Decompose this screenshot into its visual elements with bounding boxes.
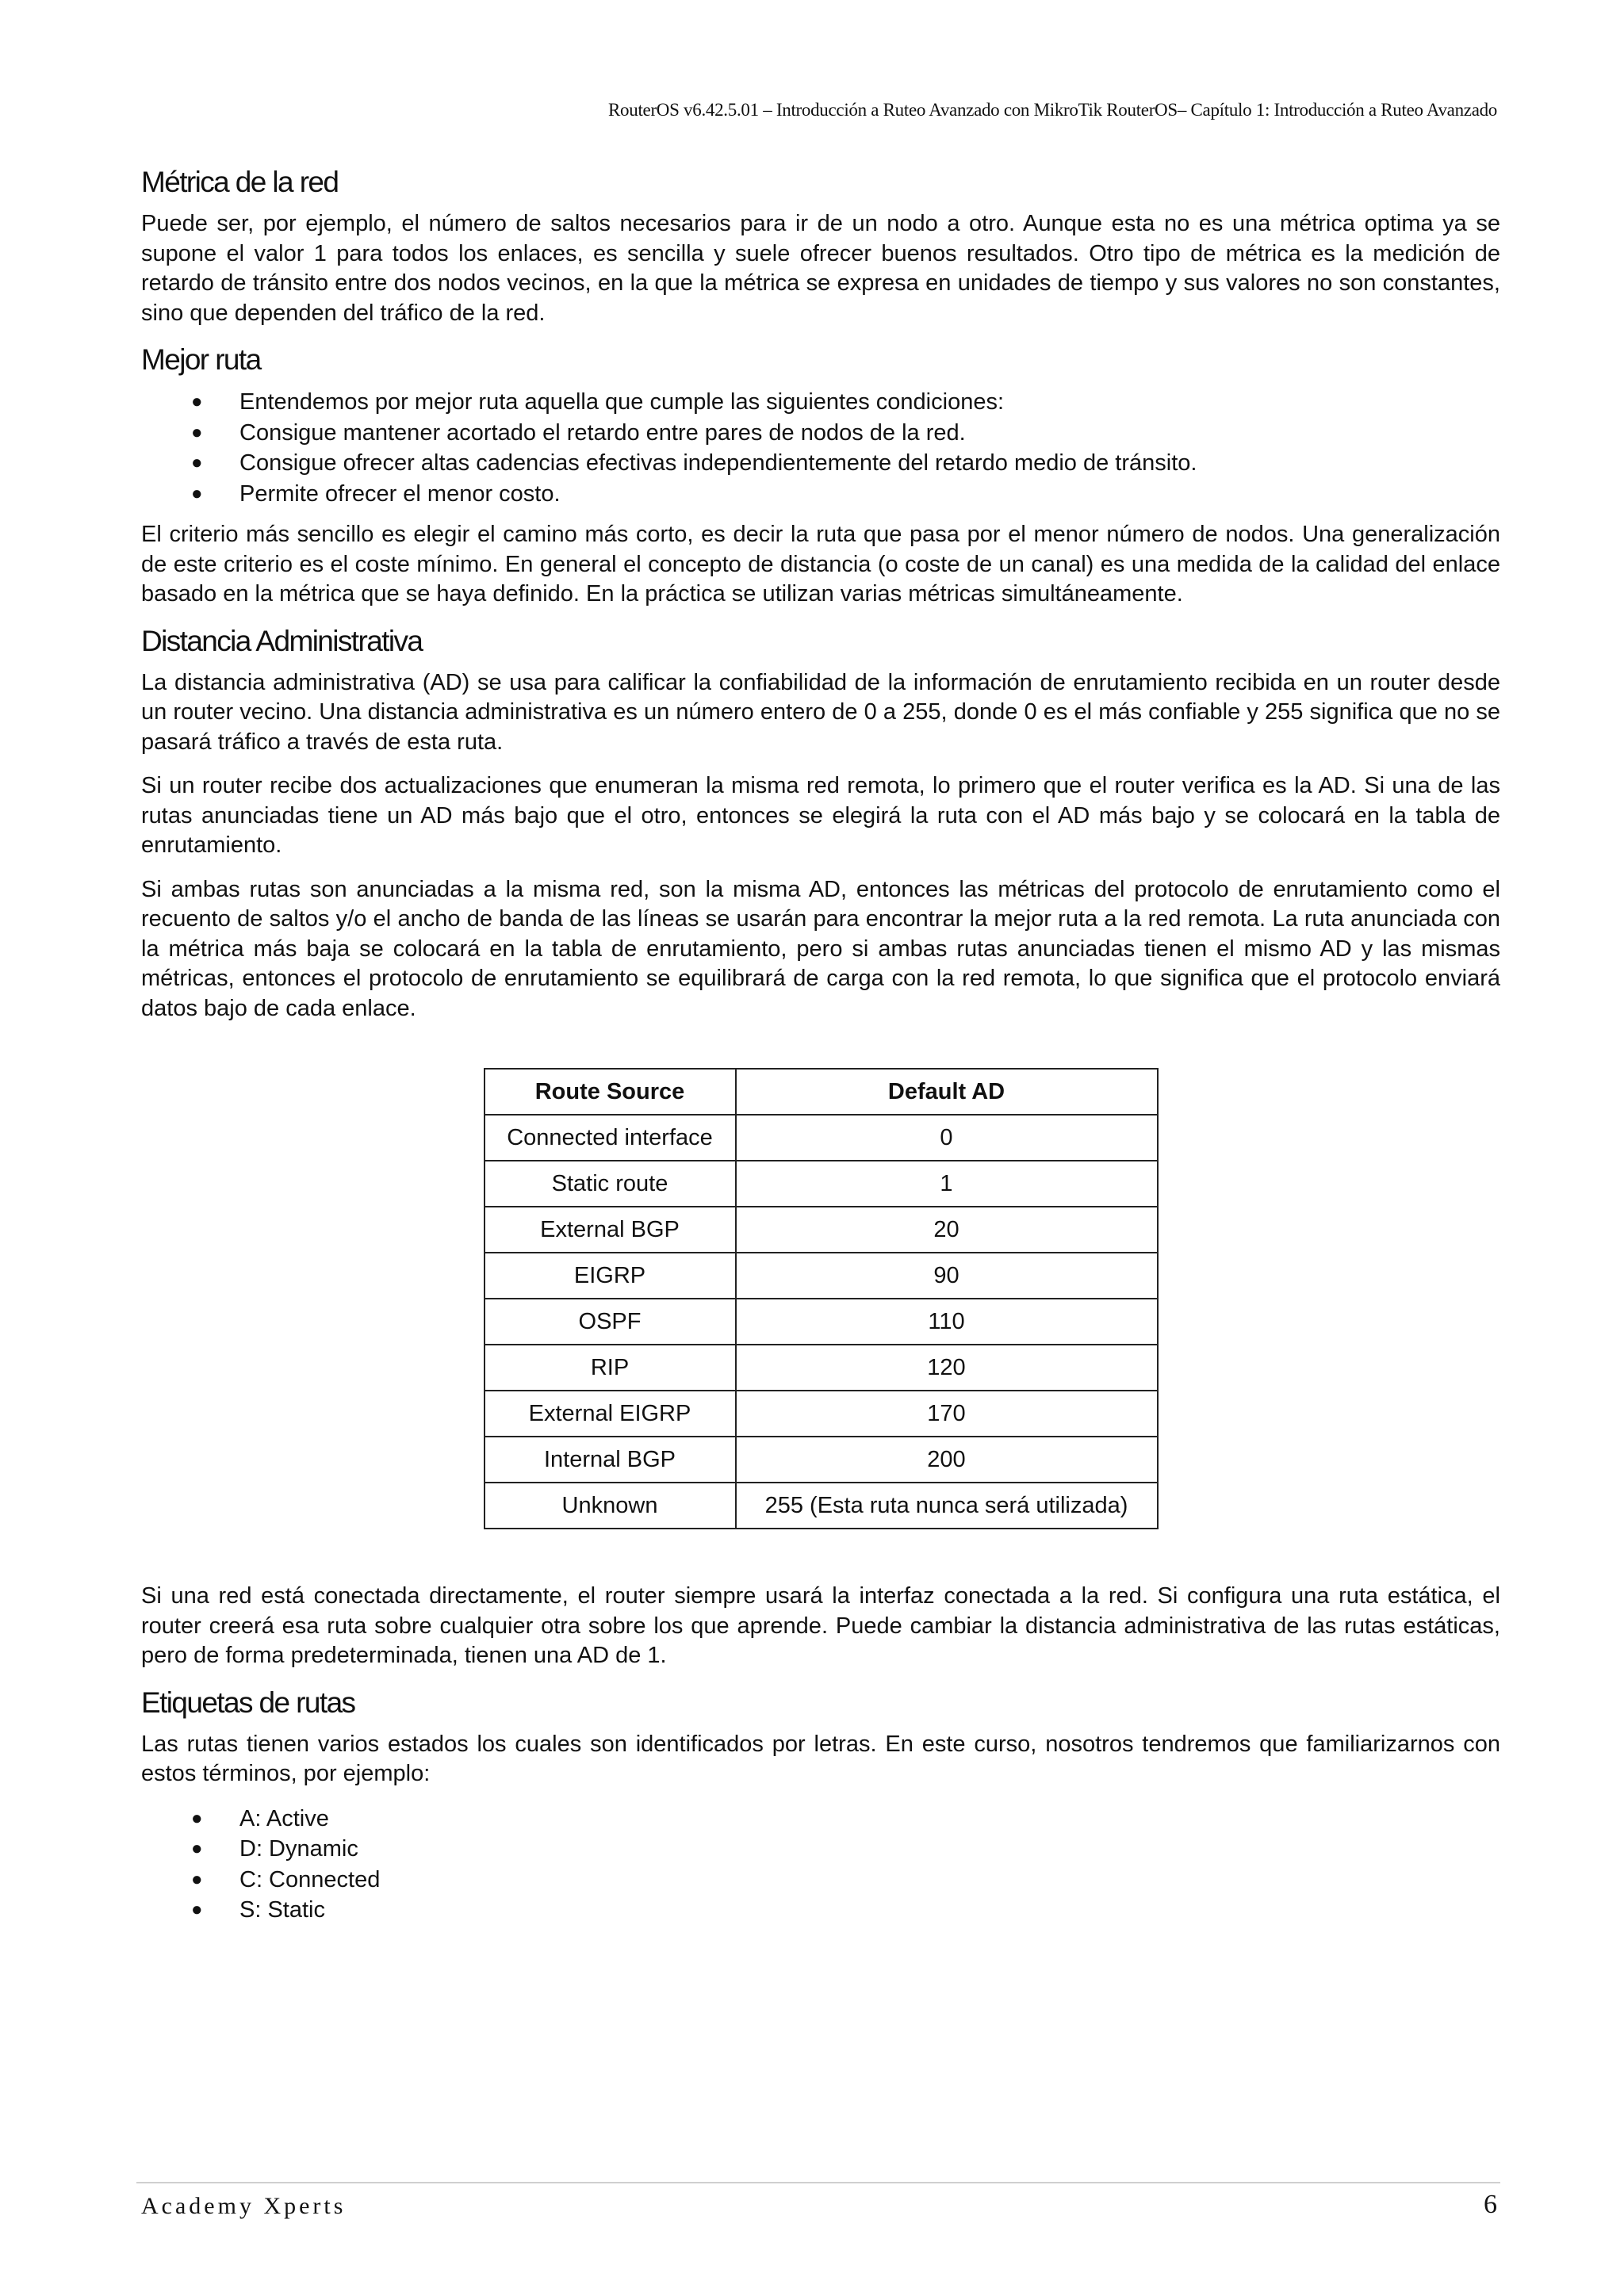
running-header: RouterOS v6.42.5.01 – Introducción a Ruteo Avanzado con MikroTik RouterOS– Capítulo 1: Introducción a Ruteo Avanzado [608,100,1497,120]
table-row [485,1161,1158,1207]
list-item: ● C: Connected [141,1865,1500,1896]
bullet-list [141,1804,1500,1926]
table-cell: External EIGRP [485,1391,736,1437]
table-row [485,1437,1158,1483]
bullet-icon: ● [191,1807,203,1829]
table-row [485,1299,1158,1345]
table-row [485,1391,1158,1437]
table-cell: 255 (Esta ruta nunca será utilizada) [736,1483,1158,1529]
paragraph: Las rutas tienen varios estados los cuales son identificados por letras. En este curso, nosotros tendremos que familiarizarnos con estos términos, por ejemplo: [141,1731,1500,1786]
section-metrica [141,165,1500,328]
bullet-icon: ● [191,482,203,504]
table-cell: 90 [736,1253,1158,1299]
list-item: ● Consigue ofrecer altas cadencias efectivas independientemente del retardo medio de tránsito. [141,448,1500,479]
column-header-route-source: Route Source [485,1069,736,1115]
bullet-list [141,387,1500,509]
table-cell: 1 [736,1161,1158,1207]
bullet-icon: ● [191,421,203,443]
section-mejor-ruta [141,342,1500,610]
administrative-distance-table [484,1068,1159,1529]
table-row [485,1483,1158,1529]
bullet-icon: ● [191,1868,203,1890]
table-cell: Static route [485,1161,736,1207]
bullet-icon: ● [191,452,203,473]
table-cell: 110 [736,1299,1158,1345]
section-distancia-administrativa [141,624,1500,1671]
list-item: ● A: Active [141,1804,1500,1835]
table-row [485,1253,1158,1299]
page-number: 6 [1484,2190,1497,2219]
paragraph: El criterio más sencillo es elegir el camino más corto, es decir la ruta que pasa por el menor número de nodos. Una generalización de este criterio es el coste mínimo. En general el concepto de distancia (o coste de un canal) es una medida de la calidad del enlace basado en la métrica que se haya definido. En la práctica se utilizan varias métricas simultáneamente. [141,522,1500,607]
paragraph: Si una red está conectada directamente, el router siempre usará la interfaz conectada a la red. Si configura una ruta estática, el router creerá esa ruta sobre cualquier otra sobre los que aprende. Puede cambiar la distancia administrativa de las rutas estáticas, pero de forma predeterminada, tienen una AD de 1. [141,1583,1500,1668]
paragraph: Puede ser, por ejemplo, el número de saltos necesarios para ir de un nodo a otro. Aunque esta no es una métrica optima ya se supone el valor 1 para todos los enlaces, es sencilla y suele ofrecer buenos resultados. Otro tipo de métrica es la medición de retardo de tránsito entre dos nodos vecinos, en la que la métrica se expresa en unidades de tiempo y sus valores no son constantes, sino que dependen del tráfico de la red. [141,211,1500,326]
section-etiquetas [141,1686,1500,1926]
paragraph: Si ambas rutas son anunciadas a la misma red, son la misma AD, entonces las métricas del protocolo de enrutamiento como el recuento de saltos y/o el ancho de banda de las líneas se usarán para encontrar la mejor ruta a la red remota. La ruta anunciada con la métrica más baja se colocará en la tabla de enrutamiento, pero si ambas rutas anunciadas tienen el mismo AD y las mismas métricas, entonces el protocolo de enrutamiento se equilibrará de carga con la red remota, lo que significa que el protocolo enviará datos bajo de cada enlace. [141,876,1500,1021]
list-item: ● Consigue mantener acortado el retardo entre pares de nodos de la red. [141,418,1500,449]
section-heading-distancia: Distancia Administrativa [141,624,423,657]
column-header-default-ad: Default AD [736,1069,1158,1115]
table-header-row [485,1069,1158,1115]
table-cell: 20 [736,1207,1158,1253]
table-cell: 200 [736,1437,1158,1483]
section-heading-mejor-ruta: Mejor ruta [141,343,261,376]
ad-table-wrapper [141,1068,1500,1529]
table-cell: 120 [736,1345,1158,1391]
bullet-icon: ● [191,1899,203,1920]
page-content [141,165,1500,1937]
table-cell: 170 [736,1391,1158,1437]
table-cell: Connected interface [485,1115,736,1161]
section-heading-etiquetas: Etiquetas de rutas [141,1686,355,1719]
table-row [485,1345,1158,1391]
table-row [485,1207,1158,1253]
table-cell: Unknown [485,1483,736,1529]
table-cell: Internal BGP [485,1437,736,1483]
bullet-icon: ● [191,391,203,412]
table-row [485,1115,1158,1161]
table-cell: OSPF [485,1299,736,1345]
list-item: ● S: Static [141,1895,1500,1926]
list-item: ● D: Dynamic [141,1834,1500,1865]
table-cell: EIGRP [485,1253,736,1299]
list-item: ● Entendemos por mejor ruta aquella que cumple las siguientes condiciones: [141,387,1500,418]
paragraph: La distancia administrativa (AD) se usa para calificar la confiabilidad de la información de enrutamiento recibida en un router desde un router vecino. Una distancia administrativa es un número entero de 0 a 255, donde 0 es el más confiable y 255 significa que no se pasará tráfico a través de esta ruta. [141,669,1500,755]
table-cell: 0 [736,1115,1158,1161]
paragraph: Si un router recibe dos actualizaciones que enumeran la misma red remota, lo primero que el router verifica es la AD. Si una de las rutas anunciadas tiene un AD más bajo que el otro, entonces se elegirá la ruta con el AD más bajo y se colocará en la tabla de enrutamiento. [141,773,1500,858]
footer-brand: Academy Xperts [141,2193,347,2219]
table-cell: External BGP [485,1207,736,1253]
section-heading-metrica: Métrica de la red [141,166,339,198]
bullet-icon: ● [191,1838,203,1859]
table-cell: RIP [485,1345,736,1391]
footer-divider [136,2182,1500,2183]
list-item: ● Permite ofrecer el menor costo. [141,479,1500,510]
